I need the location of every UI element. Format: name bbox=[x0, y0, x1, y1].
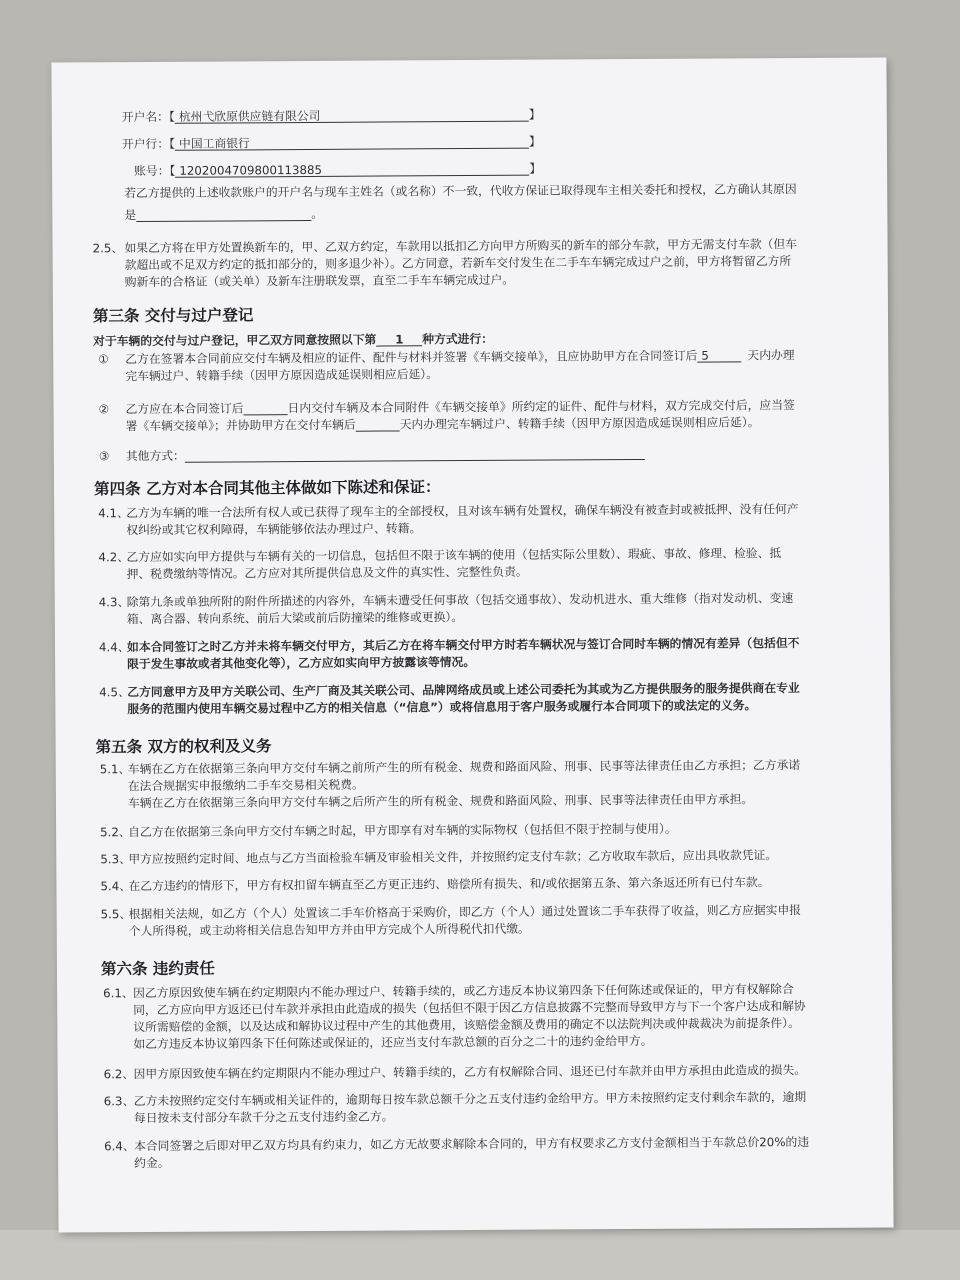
close-bracket: 】 bbox=[528, 134, 541, 149]
clause-number: 4.5、 bbox=[99, 685, 130, 700]
clause-line: 款超出或不足双方约定的抵扣部分的，则多退少补）。乙方同意，若新车交付发生在二手车车辆完成过户之前，甲方将暂留乙方所 bbox=[124, 254, 792, 273]
clause-line: 乙方同意甲方及甲方关联公司、生产厂商及其关联公司、品牌网络成员或上述公司委托为其或为乙方提供服务的服务提供商在专业 bbox=[127, 681, 800, 700]
clause-number: 5.3、 bbox=[100, 852, 131, 867]
opt1-prefix: 乙方在签署本合同前应交付车辆及相应的证件、配件与材料并签署《车辆交接单》，且应协助甲方在合同签订后 bbox=[125, 348, 698, 367]
clause-number: 5.4、 bbox=[100, 879, 132, 894]
table-surface bbox=[0, 1230, 960, 1280]
clause-line: 箱、离合器、转向系统、前后大梁或前后防撞梁的维修或更换）。 bbox=[126, 610, 464, 627]
article-6-title: 第六条 违约责任 bbox=[100, 959, 215, 979]
clause-line: 如本合同签订之时乙方并未将车辆交付甲方，其后乙方在将车辆交付甲方时若车辆状况与签订合同时车辆的情况有差异（包括但不 bbox=[126, 636, 800, 655]
option-2-transfer-days-blank bbox=[356, 417, 400, 431]
clause-line: 权纠纷或其它权利障碍，车辆能够依法办理过户、转籍。 bbox=[126, 521, 422, 538]
clause-line: 如果乙方将在甲方处置换新车的，甲、乙双方约定，车款用以抵扣乙方向甲方所购买的新车的部分车款，甲方无需支付车款（但车 bbox=[124, 237, 798, 256]
clause-line: 甲方应按照约定时间、地点与乙方当面检验车辆及审验相关文件，并按照约定支付车款；乙方收取车款后，应出具收款凭证。 bbox=[128, 848, 778, 867]
opt1-suffix: 天内办理 bbox=[747, 348, 795, 363]
article-5-title: 第五条 双方的权利及义务 bbox=[95, 737, 272, 757]
clause-number: 5.5、 bbox=[100, 907, 132, 922]
article-3-title: 第三条 交付与过户登记 bbox=[92, 306, 254, 326]
clause-number: 6.2、 bbox=[103, 1067, 135, 1082]
clause-number: 6.1、 bbox=[103, 986, 134, 1001]
clause-number: 4.2、 bbox=[98, 550, 130, 565]
article-4-title: 第四条 乙方对本合同其他主体做如下陈述和保证： bbox=[93, 478, 441, 499]
clause-line: 押、税费缴纳等情况。乙方应对其所提供信息及文件的真实性、完整性负责。 bbox=[126, 564, 528, 582]
close-bracket: 】 bbox=[528, 107, 541, 122]
account-bank-row bbox=[122, 135, 541, 152]
clause-line: 车辆在乙方在依据第三条向甲方交付车辆之前所产生的所有税金、规费和路面风险、刑事、民事等法律责任由乙方承担；乙方承诺 bbox=[127, 758, 801, 777]
clause-line: 因甲方原因致使车辆在约定期限内不能办理过户、转籍手续的，乙方有权解除合同、退还已付车款并由甲方承担由此造成的损失。 bbox=[133, 1062, 807, 1082]
clause-line: 在乙方违约的情形下，甲方有权扣留车辆直至乙方更正违约、赔偿所有损失、和/或依据第五条、第六条返还所有已付车款。 bbox=[128, 875, 770, 894]
option-1-number: ① bbox=[98, 352, 109, 367]
method-number: 1 bbox=[376, 332, 422, 346]
account-number-value: 1202004709800113885 bbox=[175, 162, 529, 178]
account-note-line2 bbox=[124, 207, 323, 222]
clause-line: 如乙方违反本协议第四条下任何陈述或保证的，还应当支付车款总额的百分之二十的违约金给甲方。 bbox=[133, 1033, 653, 1052]
option-1-line1 bbox=[125, 348, 794, 366]
clause-line: 议所需赔偿的金额，以及达成和解协议过程中产生的其他费用，该赔偿金额及费用的确定不以法院判决或仲裁裁决为前提条件）。 bbox=[133, 1016, 800, 1035]
clause-number: 2.5、 bbox=[92, 241, 124, 256]
clause-line: 在法合规据实申报缴纳二手车交易相关税费。 bbox=[127, 777, 364, 794]
option-2-number: ② bbox=[98, 402, 110, 417]
clause-line: 服务的范围内使用车辆交易过程中乙方的相关信息（“信息”）或将信息用于客户服务或履行本合同项下的或法定的义务。 bbox=[127, 698, 757, 717]
intro-suffix: 种方式进行： bbox=[422, 331, 494, 347]
clause-line: 个人所得税，或主动将相关信息告知甲方并由甲方完成个人所得税代扣代缴。 bbox=[128, 921, 530, 939]
option-2-days-blank bbox=[243, 401, 287, 415]
clause-number: 5.2、 bbox=[100, 825, 131, 840]
opt2-line2-prefix: 署《车辆交接单》；并协助甲方在交付车辆后 bbox=[125, 417, 356, 434]
account-number-label: 账号：【 bbox=[134, 163, 176, 179]
clause-line: 乙方为车辆的唯一合法所有权人或已获得了现车主的全部授权，且对该车辆有处置权，确保车辆没有被查封或被抵押、没有任何产 bbox=[126, 502, 799, 521]
account-note-line1: 若乙方提供的上述收款账户的开户名与现车主姓名（或名称）不一致，代收方保证已取得现车主相关委托和授权，乙方确认其原因 bbox=[124, 182, 797, 201]
clause-line: 约金。 bbox=[134, 1155, 170, 1171]
option-1-days: 5 bbox=[697, 348, 741, 362]
clause-line: 自乙方在依据第三条向甲方交付车辆之时起，甲方即享有对车辆的实际物权（包括但不限于控制与使用）。 bbox=[128, 821, 677, 840]
account-number-row bbox=[134, 162, 541, 178]
clause-number: 4.3、 bbox=[98, 595, 130, 610]
clause-line: 根据相关法规，如乙方（个人）处置该二手车价格高于采购价，即乙方（个人）通过处置该二手车获得了收益，则乙方应据实申报 bbox=[128, 902, 802, 922]
note-suffix: 。 bbox=[311, 206, 324, 221]
clause-number: 4.1、 bbox=[98, 506, 129, 521]
account-name-row bbox=[122, 108, 541, 125]
opt2-suffix: 日内交付车辆及本合同附件《车辆交接单》所约定的证件、配件与材料，双方完成交付后，应当签 bbox=[287, 398, 795, 416]
close-bracket: 】 bbox=[529, 161, 542, 176]
other-method-blank bbox=[185, 446, 645, 463]
clause-number: 6.4、 bbox=[104, 1139, 135, 1154]
reason-blank bbox=[136, 207, 311, 222]
note-prefix: 是 bbox=[124, 208, 137, 223]
opt2-line2-suffix: 天内办理完车辆过户、转籍手续（因甲方原因造成延误则相应后延）。 bbox=[399, 415, 760, 432]
clause-line: 每日按未支付部分车款千分之五支付违约金乙方。 bbox=[133, 1109, 394, 1126]
clause-line: 乙方未按照约定交付车辆或相关证件的，逾期每日按车款总额千分之五支付违约金给甲方。甲方未按照约定支付剩余车款的，逾期 bbox=[133, 1089, 807, 1109]
clause-line: 除第九条或单独所附的附件所描述的内容外，车辆未遭受任何事故（包括交通事故）、发动机进水、重大维修（指对发动机、变速 bbox=[126, 591, 794, 610]
clause-line: 限于发生事故或者其他变化等），乙方应如实向甲方披露该等情况。 bbox=[127, 654, 476, 672]
clause-line: 乙方应如实向甲方提供与车辆有关的一切信息，包括但不限于该车辆的使用（包括实际公里数）、瑕疵、事故、修理、检验、抵 bbox=[126, 546, 782, 565]
clause-number: 5.1、 bbox=[99, 762, 131, 777]
clause-line: 购新车的合格证（或关单）及新车注册联发票，直至二手车车辆完成过户。 bbox=[124, 272, 515, 290]
other-method-label: 其他方式： bbox=[125, 448, 185, 464]
option-2-line2 bbox=[126, 415, 760, 433]
clause-number: 6.3、 bbox=[103, 1094, 135, 1109]
clause-line: 因乙方原因致使车辆在约定期限内不能办理过户、转籍手续的，或乙方违反本协议第四条下任何陈述或保证的，甲方有权解除合 bbox=[133, 982, 794, 1001]
intro-prefix: 对于车辆的交付与过户登记，甲乙双方同意按照以下第 bbox=[93, 332, 377, 349]
contract-page bbox=[51, 57, 893, 1232]
account-bank-label: 开户行：【 bbox=[121, 136, 176, 152]
option-2-line1 bbox=[126, 398, 795, 416]
option-3-number: ③ bbox=[98, 449, 110, 464]
option-1-line2: 完车辆过户、转籍手续（因甲方原因造成延误则相应后延）。 bbox=[125, 367, 439, 384]
clause-number: 4.4、 bbox=[98, 640, 130, 655]
clause-line: 同，乙方应向甲方返还已付车款并承担由此造成的损失（包括但不限于因乙方信息披露不完整而导致甲方与下一个客户达成和解协 bbox=[133, 998, 806, 1018]
account-bank-value: 中国工商银行 bbox=[175, 135, 529, 151]
option-3-line bbox=[126, 446, 645, 463]
account-name-value: 杭州弋欣原供应链有限公司 bbox=[175, 108, 529, 124]
clause-line: 车辆在乙方在依据第三条向甲方交付车辆之后所产生的所有税金、规费和路面风险、刑事、民事等法律责任由甲方承担。 bbox=[127, 792, 754, 811]
article-3-intro bbox=[93, 332, 493, 348]
clause-line: 本合同签署之后即对甲乙双方均具有约束力，如乙方无故要求解除本合同的，甲方有权要求乙方支付金额相当于车款总价20%的违 bbox=[134, 1134, 810, 1154]
opt2-prefix: 乙方应在本合同签订后 bbox=[125, 401, 244, 417]
account-name-label: 开户名：【 bbox=[121, 109, 175, 125]
